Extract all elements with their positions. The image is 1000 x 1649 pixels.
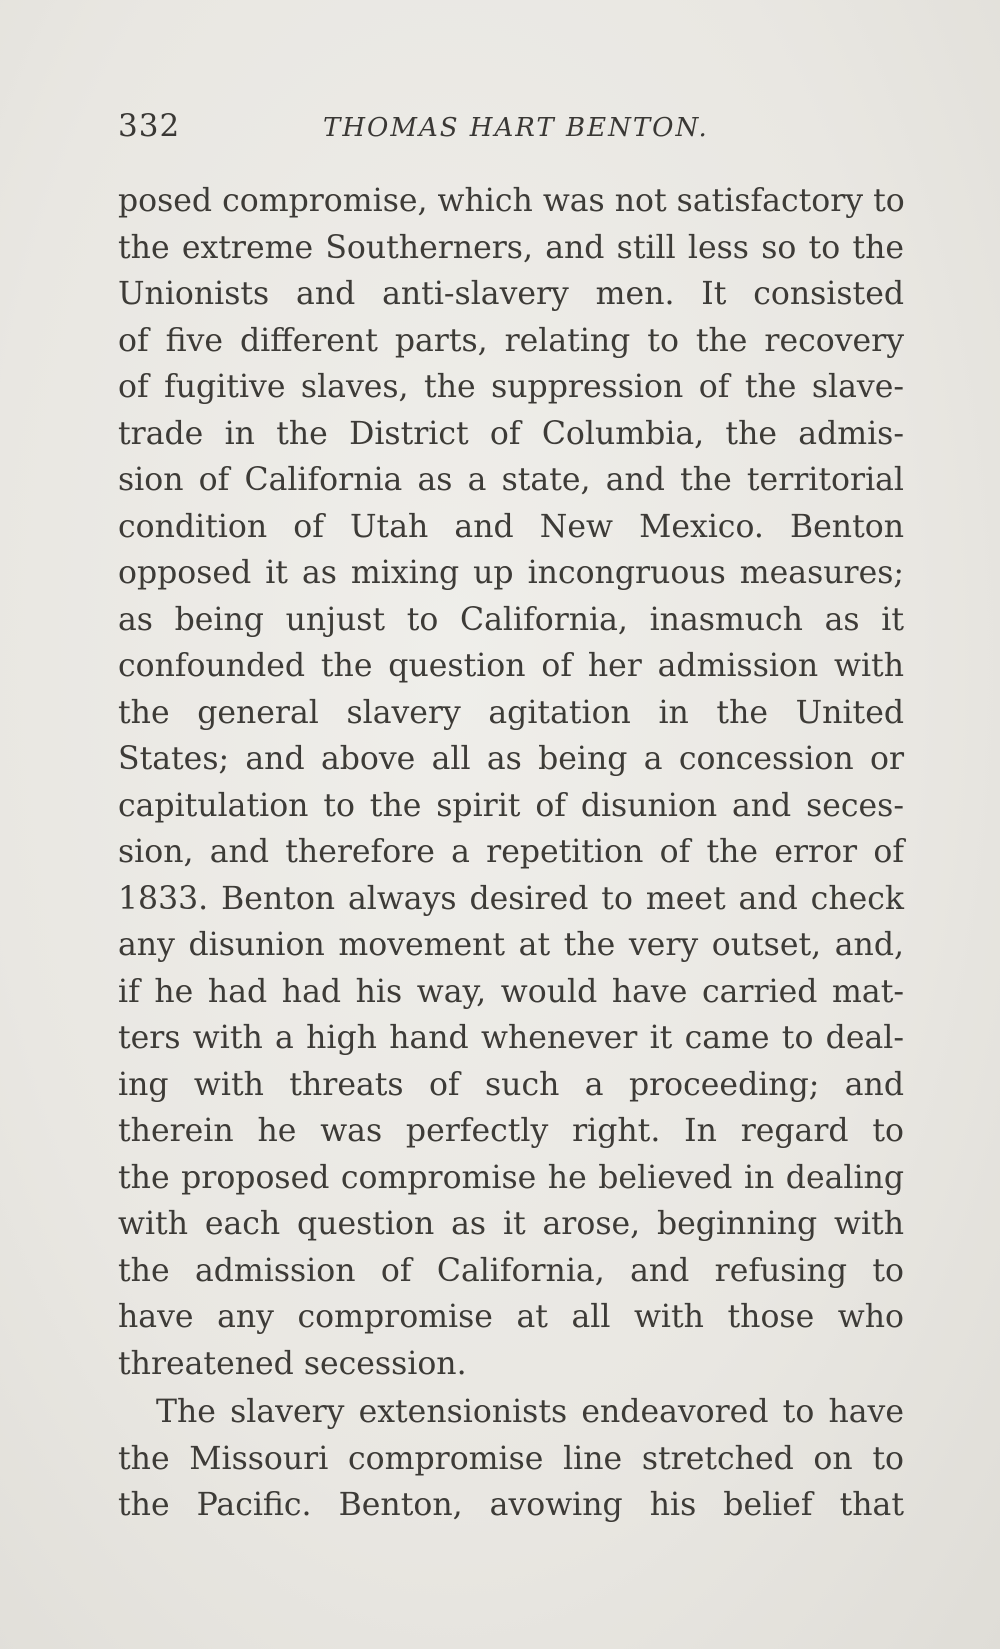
text-line: ing with threats of such a proceeding; and	[118, 1066, 904, 1103]
text-line: of fugitive slaves, the suppression of the slave-	[118, 369, 904, 405]
text-line: the Missouri compromise line stretched on to	[118, 1440, 904, 1477]
text-line: sion, and therefore a repetition of the error of	[118, 834, 904, 870]
text-line: posed compromise, which was not satisfactory to	[118, 183, 905, 219]
page-number: 332	[118, 108, 181, 144]
text-line: trade in the District of Columbia, the admis-	[118, 415, 904, 452]
text-line: therein he was perfectly right. In regard to	[118, 1113, 904, 1149]
text-line: opposed it as mixing up incongruous measures;	[118, 555, 904, 591]
text-line: if he had had his way, would have carried mat-	[118, 973, 904, 1010]
text-line: threatened secession.	[118, 1345, 467, 1382]
text-line: 1833. Benton always desired to meet and check	[118, 880, 904, 917]
text-line: confounded the question of her admission with	[118, 648, 904, 684]
text-line: condition of Utah and New Mexico. Benton	[118, 508, 904, 545]
paragraph-2	[118, 1389, 904, 1529]
text-line: capitulation to the spirit of disunion and seces-	[118, 787, 904, 824]
text-line: the admission of California, and refusing to	[118, 1252, 904, 1289]
text-line: Unionists and anti-slavery men. It consisted	[118, 276, 904, 312]
text-line: have any compromise at all with those who	[118, 1299, 904, 1335]
paragraph-1	[118, 178, 904, 1387]
text-line: of five different parts, relating to the recovery	[118, 322, 904, 359]
text-line: ters with a high hand whenever it came to deal-	[118, 1020, 904, 1056]
text-line: The slavery extensionists endeavored to have	[156, 1394, 904, 1430]
text-line: as being unjust to California, inasmuch as it	[118, 601, 904, 638]
running-title: THOMAS HART BENTON.	[323, 113, 709, 143]
text-line: the proposed compromise he believed in dealing	[118, 1159, 904, 1196]
body-text	[118, 178, 904, 1529]
text-line: with each question as it arose, beginning with	[118, 1206, 904, 1242]
text-line: the extreme Southerners, and still less so to the	[118, 229, 904, 266]
text-line: States; and above all as being a concession or	[118, 741, 904, 777]
running-head	[118, 108, 908, 158]
text-line: the Pacific. Benton, avowing his belief that	[118, 1487, 904, 1523]
text-line: any disunion movement at the very outset, and,	[118, 927, 904, 963]
text-line: the general slavery agitation in the United	[118, 694, 904, 731]
text-line: sion of California as a state, and the territorial	[118, 462, 904, 498]
